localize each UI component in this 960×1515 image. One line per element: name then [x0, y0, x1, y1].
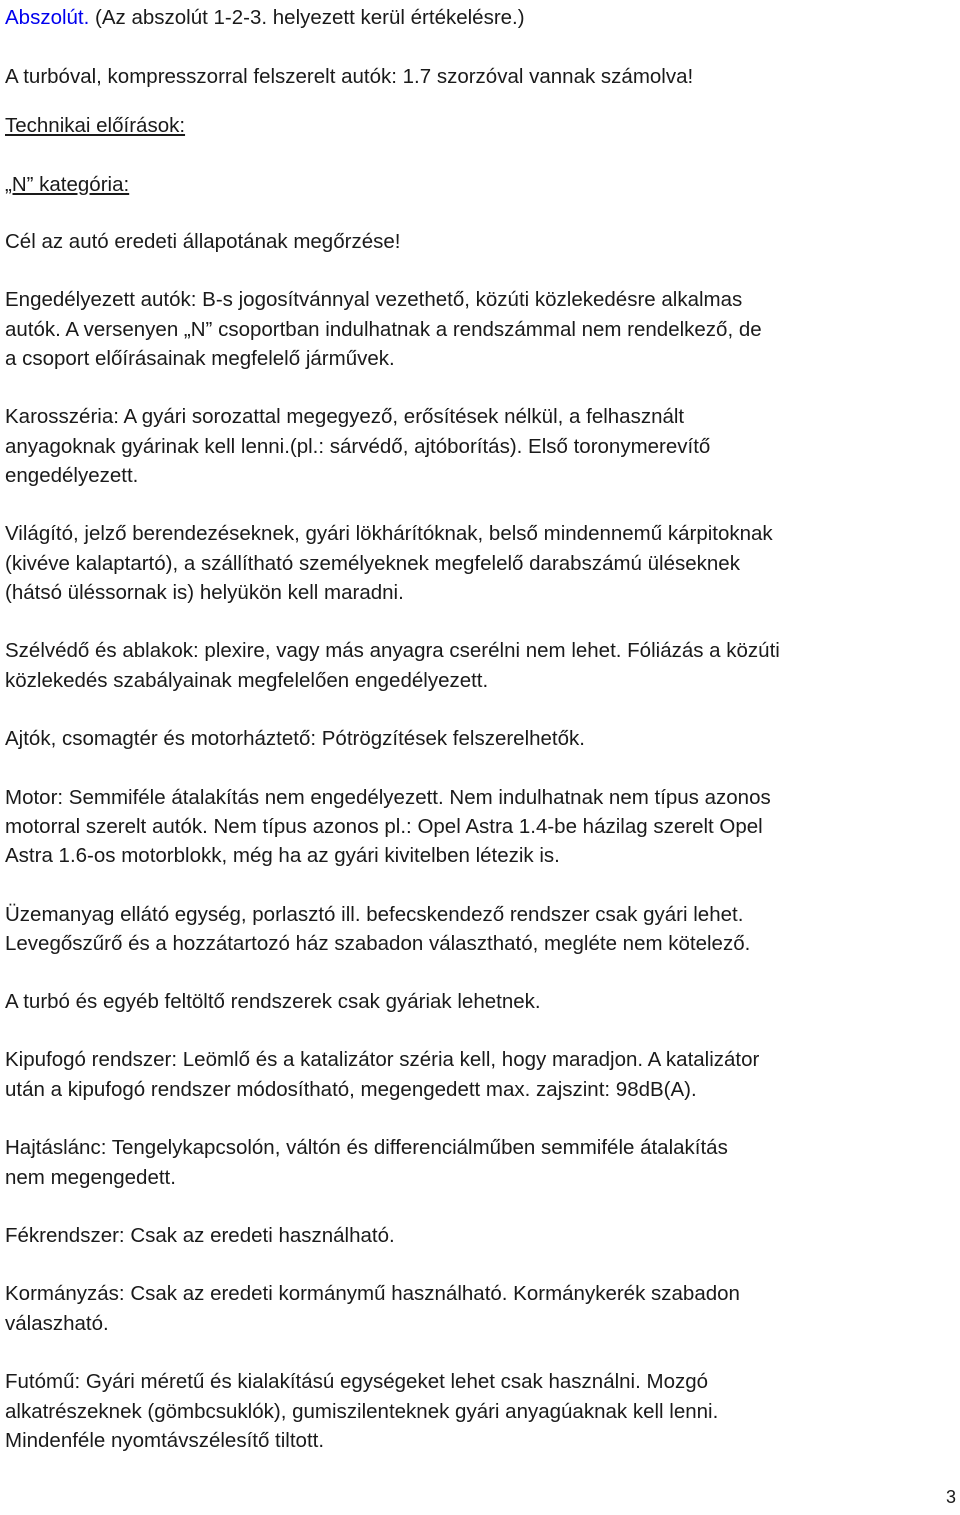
lights-rules-line-1: Világító, jelző berendezéseknek, gyári lökhárítóknak, belső mindennemű kárpitoknak	[5, 522, 773, 545]
turbo-multiplier-note: A turbóval, kompresszorral felszerelt autók: 1.7 szorzóval vannak számolva!	[5, 65, 694, 88]
turbo-rules: A turbó és egyéb feltöltő rendszerek csak gyáriak lehetnek.	[5, 990, 541, 1013]
steering-rules-line-1: Kormányzás: Csak az eredeti kormánymű használható. Kormánykerék szabadon	[5, 1282, 740, 1305]
allowed-cars-line-1: Engedélyezett autók: B-s jogosítvánnyal vezethető, közúti közlekedésre alkalmas	[5, 288, 743, 311]
lights-rules-line-3: (hátsó üléssornak is) helyükön kell maradni.	[5, 581, 404, 604]
suspension-rules-line-1: Futómű: Gyári méretű és kialakítású egységeket lehet csak használni. Mozgó	[5, 1370, 709, 1393]
fuel-rules-line-1: Üzemanyag ellátó egység, porlasztó ill. befecskendező rendszer csak gyári lehet.	[5, 903, 744, 926]
exhaust-rules-line-2: után a kipufogó rendszer módosítható, megengedett max. zajszint: 98dB(A).	[5, 1078, 697, 1101]
goal-paragraph: Cél az autó eredeti állapotának megőrzése!	[5, 230, 401, 253]
engine-rules-line-3: Astra 1.6-os motorblokk, még ha az gyári kivitelben létezik is.	[5, 844, 560, 867]
lights-rules-line-2: (kivéve kalaptartó), a szállítható személyeknek megfelelő darabszámú üléseknek	[5, 552, 740, 575]
body-rules-line-2: anyagoknak gyárinak kell lenni.(pl.: sárvédő, ajtóborítás). Első toronymerevítő	[5, 435, 711, 458]
engine-rules-line-1: Motor: Semmiféle átalakítás nem engedélyezett. Nem indulhatnak nem típus azonos	[5, 786, 771, 809]
brake-rules: Fékrendszer: Csak az eredeti használható.	[5, 1224, 395, 1247]
ranking-note-text: (Az abszolút 1-2-3. helyezett kerül értékelésre.)	[89, 6, 525, 29]
windscreen-rules-line-1: Szélvédő és ablakok: plexire, vagy más anyagra cserélni nem lehet. Fóliázás a közúti	[5, 639, 780, 662]
body-rules-line-1: Karosszéria: A gyári sorozattal megegyező, erősítések nélkül, a felhasznált	[5, 405, 685, 428]
drivetrain-rules-line-1: Hajtáslánc: Tengelykapcsolón, váltón és differenciálműben semmiféle átalakítás	[5, 1136, 728, 1159]
category-n-heading: „N” kategória:	[5, 173, 130, 196]
drivetrain-rules-line-2: nem megengedett.	[5, 1166, 176, 1189]
exhaust-rules-line-1: Kipufogó rendszer: Leömlő és a katalizátor széria kell, hogy maradjon. A katalizátor	[5, 1048, 760, 1071]
windscreen-rules-line-2: közlekedés szabályainak megfelelően engedélyezett.	[5, 669, 489, 692]
fuel-rules-line-2: Levegőszűrő és a hozzátartozó ház szabadon választható, megléte nem kötelező.	[5, 932, 751, 955]
absolute-ranking-note	[5, 3, 525, 33]
section-heading-technical-rules: Technikai előírások:	[5, 114, 186, 137]
absolute-link[interactable]: Abszolút.	[5, 6, 90, 29]
suspension-rules-line-2: alkatrészeknek (gömbcsuklók), gumiszilenteknek gyári anyagúaknak kell lenni.	[5, 1400, 719, 1423]
suspension-rules-line-3: Mindenféle nyomtávszélesítő tiltott.	[5, 1429, 325, 1452]
allowed-cars-line-2: autók. A versenyen „N” csoportban indulhatnak a rendszámmal nem rendelkező, de	[5, 318, 762, 341]
page-number: 3	[945, 1487, 956, 1507]
allowed-cars-line-3: a csoport előírásainak megfelelő járművek.	[5, 347, 395, 370]
steering-rules-line-2: válaszható.	[5, 1312, 109, 1335]
doors-rules: Ajtók, csomagtér és motorháztető: Pótrögzítések felszerelhetők.	[5, 727, 585, 750]
engine-rules-line-2: motorral szerelt autók. Nem típus azonos pl.: Opel Astra 1.4-be házilag szerelt Opel	[5, 815, 763, 838]
body-rules-line-3: engedélyezett.	[5, 464, 139, 487]
